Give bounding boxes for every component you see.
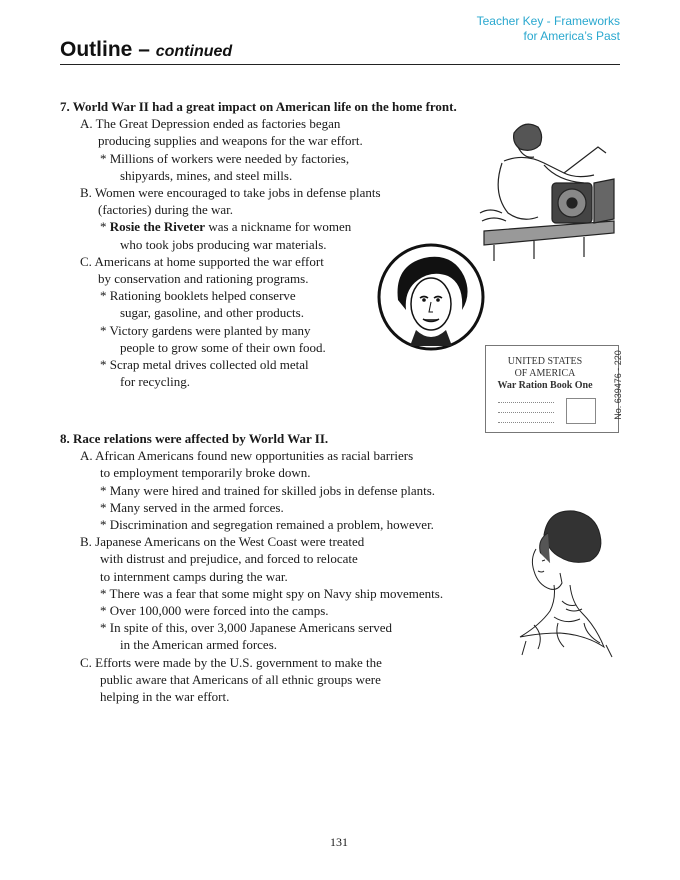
section-8-heading: 8. Race relations were affected by World War II. <box>60 431 329 446</box>
title-rule <box>60 64 620 65</box>
outline-line: shipyards, mines, and steel mills. <box>120 167 293 183</box>
outline-line: with distrust and prejudice, and forced to relocate <box>100 551 358 567</box>
page-title-text: Outline <box>60 38 133 61</box>
teacher-key-line-1: Teacher Key - Frameworks <box>476 14 620 28</box>
ration-book-line-2: OF AMERICA <box>514 368 576 379</box>
outline-line: A. The Great Depression ended as factories began <box>80 116 341 132</box>
outline-line: sugar, gasoline, and other products. <box>120 305 304 321</box>
teacher-key-label <box>477 14 620 44</box>
outline-line: * Millions of workers were needed by factories, <box>100 150 350 166</box>
section-8 <box>60 430 443 705</box>
outline-line: C. Americans at home supported the war effort <box>80 253 324 269</box>
outline-line: in the American armed forces. <box>120 637 278 653</box>
outline-line: A. African Americans found new opportunities as racial barriers <box>80 448 414 464</box>
bullet-star: * <box>100 219 110 235</box>
page-title <box>60 38 232 62</box>
outline-line: B. Women were encouraged to take jobs in defense plants <box>80 185 381 201</box>
outline-line: * Over 100,000 were forced into the camps. <box>100 603 329 619</box>
page-number: 131 <box>330 835 348 849</box>
outline-line: to internment camps during the war. <box>100 568 288 584</box>
ration-book-number: No. 639476 - 220 <box>613 350 623 420</box>
outline-line: by conservation and rationing programs. <box>98 271 309 287</box>
outline-line: public aware that Americans of all ethnic groups were <box>100 671 381 687</box>
outline-line: people to grow some of their own food. <box>120 339 326 355</box>
outline-line: C. Efforts were made by the U.S. government to make the <box>80 654 382 670</box>
outline-line: * Scrap metal drives collected old metal <box>100 357 309 373</box>
ration-book-field-line <box>498 402 554 403</box>
outline-line <box>60 218 457 235</box>
outline-line: * In spite of this, over 3,000 Japanese Americans served <box>100 620 393 636</box>
ration-book-line-3: War Ration Book One <box>497 380 593 391</box>
page-title-dash: – <box>138 38 150 61</box>
outline-line: * Many served in the armed forces. <box>100 499 284 515</box>
outline-line: * Rationing booklets helped conserve <box>100 288 296 304</box>
factory-worker-illustration <box>474 113 620 263</box>
rosie-the-riveter-term: Rosie the Riveter <box>109 219 206 235</box>
outline-line: for recycling. <box>120 374 191 390</box>
page-title-suffix: continued <box>155 43 233 60</box>
outline-line-rest: was a nickname for women <box>205 219 352 235</box>
rosie-portrait-illustration <box>376 242 486 352</box>
teacher-key-line-2: for America’s Past <box>523 29 620 43</box>
ration-book-field-line <box>498 422 554 423</box>
outline-line: * Many were hired and trained for skilled jobs in defense plants. <box>100 482 436 498</box>
outline-line: * There was a fear that some might spy on Navy ship movements. <box>100 585 444 601</box>
outline-line: producing supplies and weapons for the war effort. <box>98 133 363 149</box>
outline-line: * Victory gardens were planted by many <box>100 322 311 338</box>
section-7-heading: 7. World War II had a great impact on American life on the home front. <box>60 99 457 114</box>
ration-book-line-1: UNITED STATES <box>507 356 583 367</box>
outline-line: who took jobs producing war materials. <box>120 236 327 252</box>
outline-line: * Discrimination and segregation remained a problem, however. <box>100 517 434 533</box>
outline-line: helping in the war effort. <box>100 689 230 705</box>
ration-book-field-line <box>498 412 554 413</box>
outline-line: to employment temporarily broke down. <box>100 465 311 481</box>
war-ration-book <box>485 345 623 433</box>
japanese-american-woman-illustration <box>514 505 620 665</box>
ration-book-stamp-box <box>566 398 596 424</box>
outline-line: B. Japanese Americans on the West Coast were treated <box>80 534 365 550</box>
outline-line: (factories) during the war. <box>98 202 234 218</box>
